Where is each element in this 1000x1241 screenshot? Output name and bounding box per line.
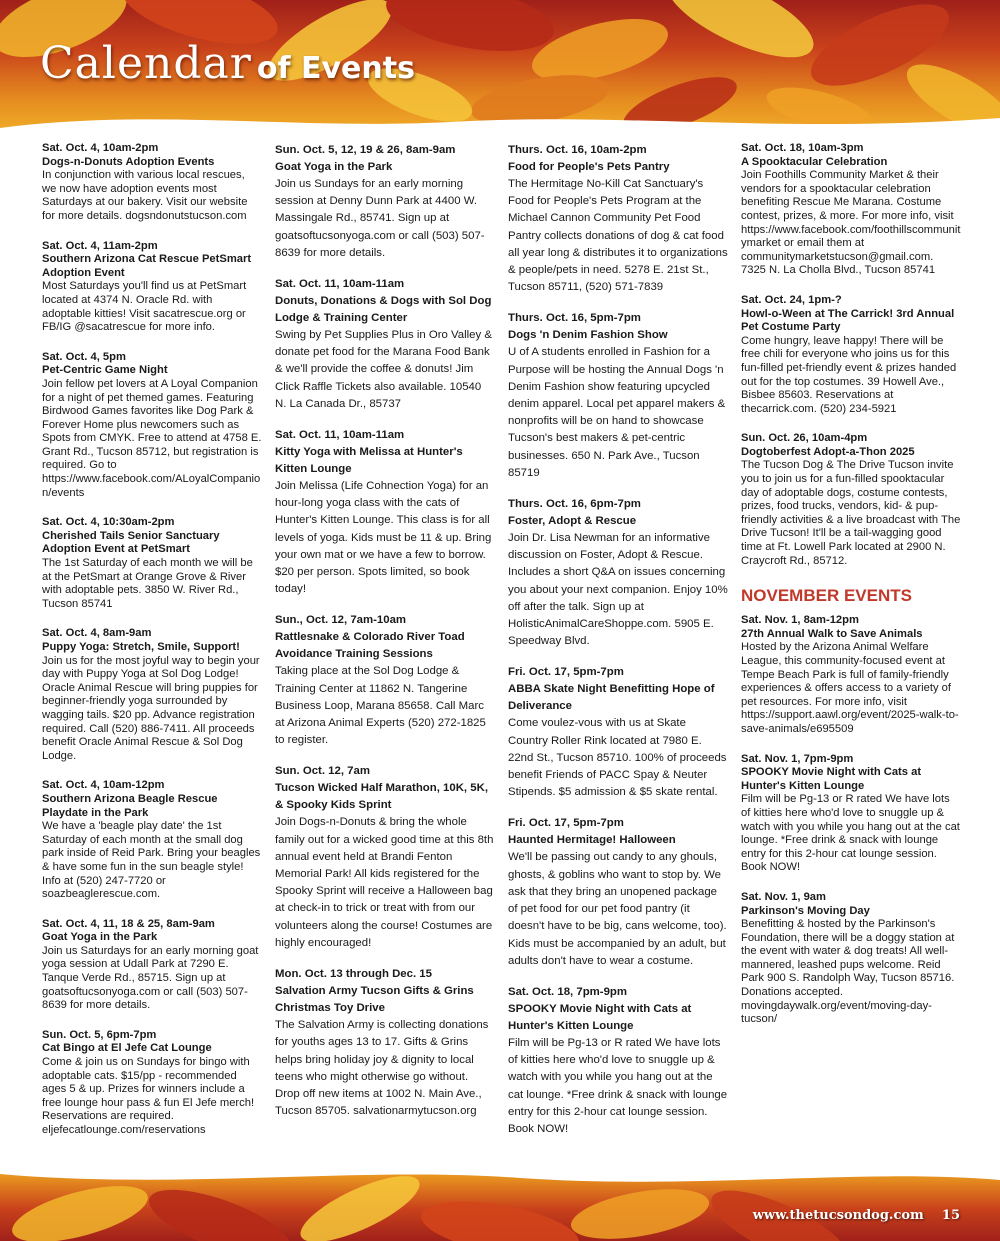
event-title: Goat Yoga in the Park (42, 931, 158, 944)
event-date: Sun. Oct. 5, 6pm-7pm (42, 1028, 157, 1041)
event-title: ABBA Skate Night Benefitting Hope of Deliverance (508, 683, 715, 713)
event-body: The Tucson Dog & The Drive Tucson invite you to join us for a fun-filled spooktacular day of adoptable dogs, costume contests, prizes, food trucks, vendors, kid- & pup-friendly activities & a live broadcast with The Drive Tucson! It'll be a tail-wagging good time at Ft. Lowell Park located at 2900 N. Craycroft Rd., 85712. (741, 459, 961, 567)
event-body: Join us Sundays for an early morning session at Denny Dunn Park at 4400 W. Massingale Rd., 85741. Sign up at goatsoftucsonyoga.com or call (503) 507-8639 for more details. (275, 178, 485, 259)
event-date: Sat. Oct. 24, 1pm-? (741, 293, 842, 306)
event-body: U of A students enrolled in Fashion for a Purpose will be hosting the Annual Dogs 'n Denim Fashion show featuring upcycled denim apparel. Local pet apparel makers & nonprofits will be on hand to showcase Tucson's best makers & pet-centric businesses. 650 N. Park Ave., Tucson 85719 (508, 346, 726, 479)
event-date: Fri. Oct. 17, 5pm-7pm (508, 817, 624, 830)
event-body: In conjunction with various local rescues, we now have adoption events most Saturdays at our bakery. Visit our website for more details. dogsndonutstucson.com (42, 169, 248, 222)
event-date: Thurs. Oct. 16, 10am-2pm (508, 144, 647, 156)
event-title: Haunted Hermitage! Halloween (508, 834, 676, 847)
page-number: 15 (941, 1208, 960, 1223)
event-date: Sat. Oct. 4, 10am-2pm (42, 142, 159, 154)
event-date: Sat. Oct. 4, 8am-9am (42, 627, 152, 640)
event-date: Sat. Oct. 18, 10am-3pm (741, 142, 864, 154)
event-date: Mon. Oct. 13 through Dec. 15 (275, 968, 432, 981)
event-item (42, 1029, 262, 1138)
event-item (42, 142, 262, 224)
event-body: Come voulez-vous with us at Skate Country Roller Rink located at 7980 E. 22nd St., Tucson 85710. 100% of proceeds benefit Friends of PACC Spay & Neuter Stipends. $5 admission & $5 skate rental. (508, 717, 727, 799)
event-title: Dogs-n-Donuts Adoption Events (42, 155, 215, 168)
autumn-leaves-footer-banner (0, 1160, 1000, 1241)
event-title: 27th Annual Walk to Save Animals (741, 627, 923, 640)
column-1 (42, 142, 262, 1154)
event-item (42, 627, 262, 763)
event-date: Sat. Oct. 4, 11am-2pm (42, 239, 158, 252)
event-date: Sun. Oct. 5, 12, 19 & 26, 8am-9am (275, 144, 456, 156)
event-item (42, 351, 262, 501)
event-item (741, 753, 961, 875)
event-date: Sat. Oct. 4, 11, 18 & 25, 8am-9am (42, 917, 215, 930)
event-title: Cat Bingo at El Jefe Cat Lounge (42, 1042, 212, 1055)
event-item (508, 664, 728, 801)
event-title: Salvation Army Tucson Gifts & Grins Christmas Toy Drive (275, 985, 474, 1015)
event-item (741, 891, 961, 1027)
column-4 (741, 142, 961, 1043)
event-date: Thurs. Oct. 16, 5pm-7pm (508, 312, 641, 325)
event-date: Sat. Oct. 11, 10am-11am (275, 429, 405, 442)
event-item (508, 815, 728, 969)
event-title: Southern Arizona Beagle Rescue Playdate in the Park (42, 792, 218, 819)
event-body: We'll be passing out candy to any ghouls, ghosts, & goblins who want to stop by. We ask that they bring an unopened package of pet food for our pet food pantry (it doesn't have to be big, cans welcome, too). Kids must be accompanied by an adult, but adults don't have to wear a costume. (508, 851, 727, 967)
event-item (508, 496, 728, 650)
event-item (42, 516, 262, 611)
event-date: Sat. Nov. 1, 7pm-9pm (741, 752, 854, 765)
footer-website (753, 1208, 960, 1223)
november-section-heading: NOVEMBER EVENTS (741, 586, 912, 606)
event-item (42, 918, 262, 1013)
event-title: Food for People's Pets Pantry (508, 161, 670, 173)
event-date: Sat. Nov. 1, 8am-12pm (741, 614, 859, 627)
event-item (275, 142, 495, 262)
event-item (741, 614, 961, 736)
event-date: Sat. Oct. 18, 7pm-9pm (508, 985, 628, 998)
event-date: Sun. Oct. 26, 10am-4pm (741, 432, 868, 445)
event-title: Donuts, Donations & Dogs with Sol Dog Lodge & Training Center (275, 295, 492, 325)
event-body: The Salvation Army is collecting donations for youths ages 13 to 17. Gifts & Grins helps bring holiday joy & dignity to local teens who might otherwise go without. Drop off new items at 1002 N. Main Ave., Tucson 85705. salvationarmytucson.org (275, 1019, 489, 1118)
event-date: Sun. Oct. 12, 7am (275, 765, 370, 778)
event-body: Join fellow pet lovers at A Loyal Companion for a night of pet themed games. Featuring Birdwood Games favorites like Dog Park & Forever Home plus newcomers such as Spots from CMYK. Free to attend at 4758 E. Grant Rd., Tucson 85712, but registration is required. Go to https://www.facebook.com/ALoyalCompanion/events (42, 377, 262, 499)
column-2 (275, 142, 495, 1134)
page-title (40, 38, 415, 89)
event-date: Thurs. Oct. 16, 6pm-7pm (508, 498, 641, 511)
event-item (275, 763, 495, 952)
event-title: Dogs 'n Denim Fashion Show (508, 329, 668, 342)
event-item (42, 779, 262, 901)
event-title: Parkinson's Moving Day (741, 904, 870, 917)
event-item (275, 276, 495, 413)
event-title: Southern Arizona Cat Rescue PetSmart Adoption Event (42, 253, 252, 279)
title-main: Calendar (40, 38, 252, 89)
event-body: Join Dogs-n-Donuts & bring the whole family out for a wicked good time at this 8th annual event held at Brandi Fenton Memorial Park! All kids registered for the Spooky Sprint will receive a Halloween bag at check-in to trick or treat with from our volunteers along the course! Costumes are highly encouraged! (275, 816, 494, 949)
event-title: A Spooktacular Celebration (741, 155, 888, 168)
event-body: The Hermitage No-Kill Cat Sanctuary's Food for People's Pets Program at the Michael Cannon Community Pet Food Pantry collects donations of dog & cat food all year long & distributes it to organizations & people/pets in need. 5278 E. 21st St., Tucson 85711, (520) 571-7839 (508, 178, 728, 294)
event-item (275, 427, 495, 598)
event-item (508, 984, 728, 1138)
event-item (741, 142, 961, 278)
event-body: The 1st Saturday of each month we will be at the PetSmart at Orange Grove & River with adoptable pets. 3850 W. River Rd., Tucson 85741 (42, 557, 253, 610)
event-body: Benefitting & hosted by the Parkinson's Foundation, there will be a doggy station at the event with water & dog treats! All well-mannered, leashed pups welcome. Reid Park 900 S. Randolph Way, Tucson 85716. Donations accepted. movingdaywalk.org/event/moving-day-tucson/ (741, 918, 955, 1026)
event-body: Film will be Pg-13 or R rated We have lots of kitties here who'd love to snuggle up & watch with you while you hang out at the cat lounge. *Free drink & snack with lounge entry for this 2-hour cat lounge session. Book NOW! (741, 793, 960, 874)
event-date: Sat. Oct. 4, 10am-12pm (42, 779, 165, 792)
event-item (275, 966, 495, 1120)
event-body: Join Foothills Community Market & their vendors for a spooktacular celebration benefiting Rescue Me Marana. Costume contest, prizes, & more. For more info, visit https://www.facebook.com/foothillscommunitymarket or email them at communitymarketstucson@gmail.com. 7325 N. La Cholla Blvd., Tucson 85741 (741, 169, 961, 277)
event-body: Most Saturdays you'll find us at PetSmart located at 4374 N. Oracle Rd. with adoptable kitties! Visit sacatrescue.org or FB/IG @sacatrescue for more info. (42, 280, 247, 334)
event-title: Howl-o-Ween at The Carrick! 3rd Annual Pet Costume Party (741, 307, 955, 334)
event-body: Join us Saturdays for an early morning goat yoga session at Udall Park at 7290 E. Tanque Verde Rd., 85715. Sign up at goatsoftucsonyoga.com or call (503) 507-8639 for more details. (42, 944, 259, 1012)
autumn-leaves-header-banner (0, 0, 1000, 140)
website-url: www.thetucsondog.com (752, 1208, 924, 1223)
event-date: Sat. Oct. 4, 10:30am-2pm (42, 516, 175, 529)
event-title: Goat Yoga in the Park (275, 161, 393, 173)
event-date: Sun., Oct. 12, 7am-10am (275, 614, 407, 627)
event-title: Puppy Yoga: Stretch, Smile, Support! (42, 641, 240, 653)
event-body: Swing by Pet Supplies Plus in Oro Valley & donate pet food for the Marana Food Bank & we'll provide the coffee & donuts! Jim Click Raffle Tickets also available. 10540 N. La Canada Dr., 85737 (275, 329, 492, 410)
event-title: Kitty Yoga with Melissa at Hunter's Kitten Lounge (275, 446, 463, 476)
event-title: Pet-Centric Game Night (42, 364, 168, 377)
event-item (741, 432, 961, 568)
event-date: Sat. Nov. 1, 9am (741, 890, 826, 903)
event-body: Hosted by the Arizona Animal Welfare League, this community-focused event at Tempe Beach Park is full of family-friendly experiences & offers access to a variety of pet resources. For more info, visit https://support.aawl.org/event/2025-walk-to-save-animals/e695509 (741, 641, 959, 735)
event-item (275, 612, 495, 749)
event-title: SPOOKY Movie Night with Cats at Hunter's Kitten Lounge (741, 766, 922, 792)
event-title: Foster, Adopt & Rescue (508, 515, 637, 528)
wave-divider (0, 100, 1000, 140)
event-body: Come hungry, leave happy! There will be free chili for everyone who joins us for this fun-filled pet-friendly event & prizes handed out for the top costumes. 39 Howell Ave., Bisbee 85603. Reservations at thecarrick.com. (520) 234-5921 (741, 334, 957, 415)
event-date: Sat. Oct. 4, 5pm (42, 350, 126, 363)
event-body: Taking place at the Sol Dog Lodge & Training Center at 11862 N. Tangerine Business Loop, Marana 85658. Call Marc at Arizona Animal Experts (520) 272-1825 to register. (275, 665, 486, 747)
event-body: Join Dr. Lisa Newman for an informative discussion on Foster, Adopt & Rescue. Includes a short Q&A on issues concerning you about your next companion. Enjoy 10% off after the talk. Sign up at HolisticAnimalCareShoppe.com. 5905 E. Speedway Blvd. (508, 532, 728, 648)
event-title: SPOOKY Movie Night with Cats at Hunter's Kitten Lounge (508, 1002, 692, 1032)
event-title: Rattlesnake & Colorado River Toad Avoidance Training Sessions (275, 631, 465, 661)
event-date: Sat. Oct. 11, 10am-11am (275, 278, 405, 291)
event-body: Come & join us on Sundays for bingo with adoptable cats. $15/pp - recommended ages 5 & up. Prizes for winners include a free lounge hour pass & fun El Jefe merch! Reservations are required. eljefecatlounge.com/reservations (42, 1056, 255, 1136)
event-title: Dogtoberfest Adopt-a-Thon 2025 (741, 445, 915, 458)
event-body: Join us for the most joyful way to begin your day with Puppy Yoga at Sol Dog Lodge! Oracle Animal Rescue will bring puppies for beginner-friendly yoga surrounded by wagging tails. $20 pp. Advance registration required. Call (520) 886-7411. All proceeds benefit Oracle Animal Rescue & Sol Dog Lodge. (42, 654, 260, 762)
event-date: Fri. Oct. 17, 5pm-7pm (508, 666, 624, 679)
event-item (508, 142, 728, 296)
column-3 (508, 142, 728, 1152)
event-item (508, 310, 728, 482)
event-body: We have a 'beagle play date' the 1st Saturday of each month at the small dog park inside of Reid Park. Bring your beagles & have some fun in the sun beagle style! Info at (520) 247-7720 or soazbeaglerescue.com. (42, 820, 261, 901)
event-title: Cherished Tails Senior Sanctuary Adoption Event at PetSmart (42, 529, 220, 556)
event-body: Join Melissa (Life Cohnection Yoga) for an hour-long yoga class with the cats of Hunter's Kitten Lounge. This class is for all levels of yoga. Kids must be 11 & up. Bring your own mat or we have a few to borrow. $20 per person. Spots limited, so book today! (275, 480, 492, 596)
event-body: Film will be Pg-13 or R rated We have lots of kitties here who'd love to snuggle up & watch with you while you hang out at the cat lounge. *Free drink & snack with lounge entry for this 2-hour cat lounge session. Book NOW! (508, 1036, 728, 1135)
event-item (741, 294, 961, 416)
event-item (42, 240, 262, 335)
title-suffix: of Events (256, 51, 415, 86)
event-title: Tucson Wicked Half Marathon, 10K, 5K, & Spooky Kids Sprint (275, 782, 488, 812)
